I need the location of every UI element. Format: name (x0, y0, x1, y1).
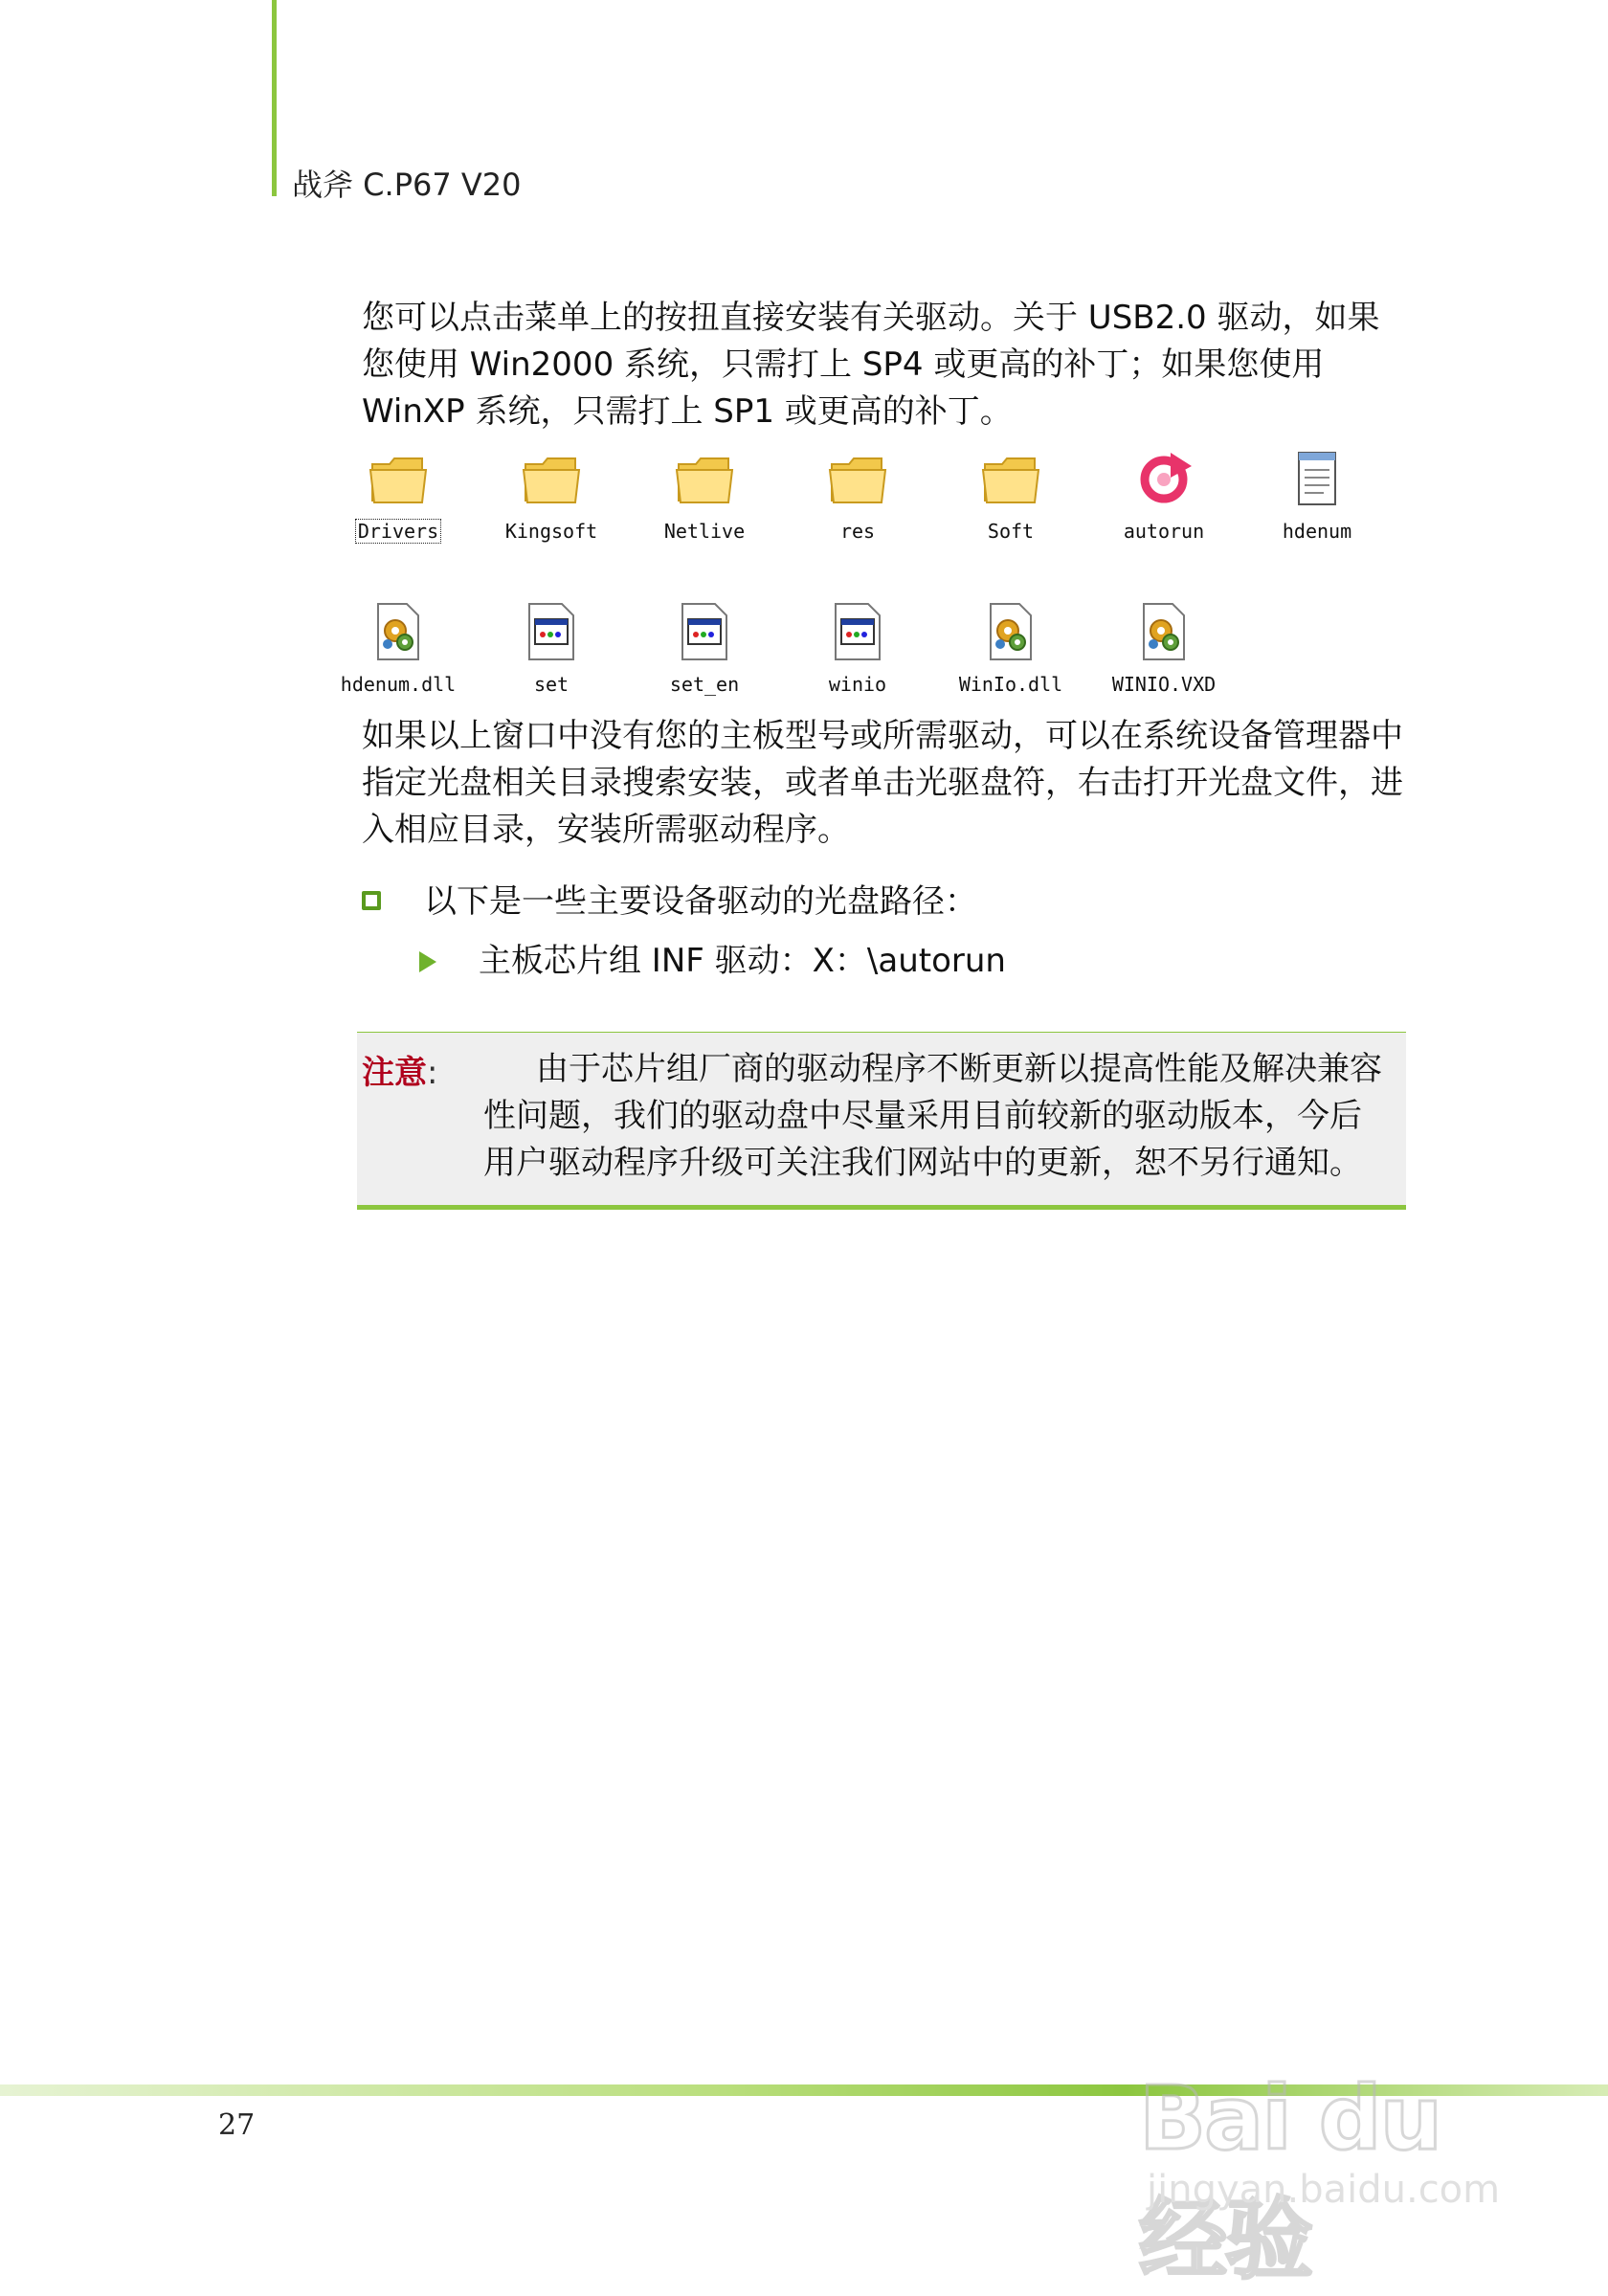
header-rule (272, 0, 277, 196)
folder-icon (944, 445, 1078, 512)
dll-icon (1097, 598, 1231, 665)
file-label: res (839, 520, 876, 543)
file-item[interactable] (791, 598, 925, 696)
dll-icon (944, 598, 1078, 665)
folder-icon (484, 445, 618, 512)
file-label: set_en (669, 673, 740, 696)
note-label-text: 注意 (362, 1054, 427, 1092)
checkbox-bullet-icon (362, 891, 381, 910)
file-item[interactable] (1097, 598, 1231, 696)
file-item[interactable] (944, 598, 1078, 696)
file-item[interactable] (637, 445, 771, 543)
file-label: WinIo.dll (958, 673, 1063, 696)
sub-bullet-item (419, 938, 1006, 985)
note-box (357, 1032, 1406, 1210)
text-file-icon (1250, 445, 1384, 512)
instruction-paragraph: 如果以上窗口中没有您的主板型号或所需驱动，可以在系统设备管理器中指定光盘相关目录搜索安装，或者单击光驱盘符，右击打开光盘文件，进入相应目录，安装所需驱动程序。 (362, 717, 1403, 849)
note-label-colon: : (427, 1054, 438, 1092)
file-label: Kingsoft (504, 520, 598, 543)
arrow-bullet-icon (419, 951, 436, 972)
file-item[interactable] (1250, 445, 1384, 543)
baidu-watermark (1139, 2029, 1522, 2291)
file-label: Soft (987, 520, 1035, 543)
folder-icon (791, 445, 925, 512)
file-label: winio (828, 673, 887, 696)
file-item[interactable] (331, 598, 465, 696)
file-label: Drivers (357, 520, 439, 543)
file-item[interactable] (484, 445, 618, 543)
bullet-item (362, 879, 977, 925)
folder-icon (637, 445, 771, 512)
autorun-icon (1097, 445, 1231, 512)
intro-paragraph: 您可以点击菜单上的按扭直接安装有关驱动。关于 USB2.0 驱动，如果您使用 Win2000 系统，只需打上 SP4 或更高的补丁；如果您使用 WinXP 系统，只需打上 SP1 或更高的补丁。 (362, 299, 1380, 431)
sub-bullet-text: 主板芯片组 INF 驱动：X：\autorun (479, 942, 1006, 980)
watermark-brand: Bai du 经验 (1139, 2067, 1441, 2291)
dll-icon (331, 598, 465, 665)
note-label (362, 1046, 437, 1093)
file-item[interactable] (944, 445, 1078, 543)
file-label: hdenum.dll (340, 673, 457, 696)
file-item[interactable] (637, 598, 771, 696)
note-text: 由于芯片组厂商的驱动程序不断更新以提高性能及解决兼容性问题，我们的驱动盘中尽量采用目前较新的驱动版本，今后用户驱动程序升级可关注我们网站中的更新，恕不另行通知。 (483, 1050, 1382, 1182)
file-item[interactable] (331, 445, 465, 543)
file-item[interactable] (1097, 445, 1231, 543)
file-item[interactable] (484, 598, 618, 696)
folder-icon (331, 445, 465, 512)
file-icon-grid (340, 445, 1415, 723)
app-window-icon (484, 598, 618, 665)
file-label: autorun (1123, 520, 1205, 543)
file-label: Netlive (663, 520, 746, 543)
page-number: 27 (218, 2108, 256, 2142)
page-header-title: 战斧 C.P67 V20 (292, 167, 522, 203)
file-label: set (533, 673, 570, 696)
watermark-url: jingyan.baidu.com (1147, 2168, 1501, 2212)
file-item[interactable] (791, 445, 925, 543)
app-window-icon (637, 598, 771, 665)
file-label: hdenum (1282, 520, 1352, 543)
file-label: WINIO.VXD (1111, 673, 1217, 696)
bullet-text: 以下是一些主要设备驱动的光盘路径： (424, 882, 977, 921)
app-window-icon (791, 598, 925, 665)
